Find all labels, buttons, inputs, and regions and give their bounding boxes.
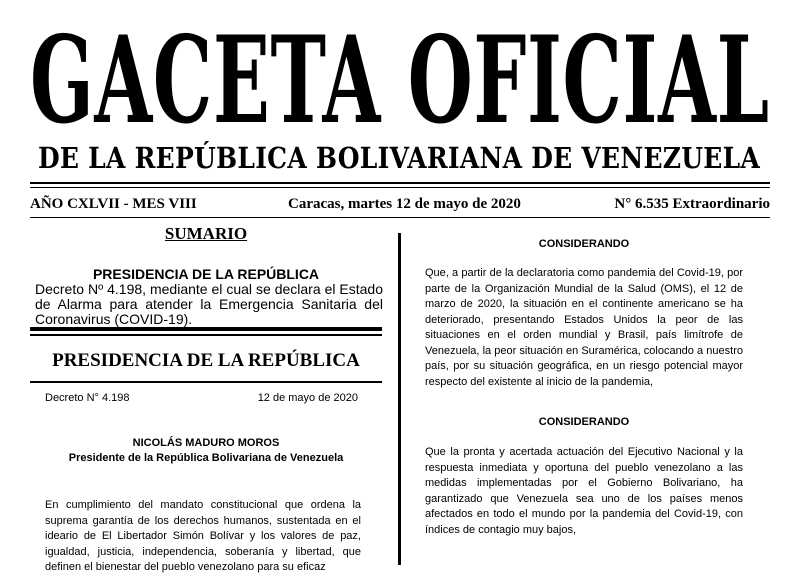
considerando-heading-1: CONSIDERANDO (538, 238, 630, 250)
decree-body-text: En cumplimiento del mandato constitucional que ordena la suprema garantía de los derechos humanos, sustentada en el ideario de El Libertador Simón Bolívar y los valores de paz, igualdad, justicia, independencia, soberanía y libertad, que definen el bienestar del pueblo venezolano para su eficaz (45, 499, 361, 573)
decree-date: 12 de mayo de 2020 (257, 392, 358, 404)
left-column (30, 222, 383, 573)
masthead-rule-bottom (30, 187, 770, 188)
considerando-text-2: Que la pronta y acertada actuación del Ejecutivo Nacional y la respuesta inmediata y oportuna del pueblo venezolano a las medidas implementadas por el Gobierno Bolivariano, ha garantizado que Venezuela sea uno de los países menos afectados en todo el mundo por la pandemia del Covid-19, con índices de contagio muy bajos, (425, 446, 743, 536)
masthead (0, 0, 791, 182)
section-rule-thick (30, 327, 382, 331)
right-column (425, 232, 743, 565)
masthead-rule-top (30, 182, 770, 184)
president-name: NICOLÁS MADURO MOROS (132, 437, 280, 449)
sumario-section: PRESIDENCIA DE LA REPÚBLICA (92, 266, 320, 282)
section-title: PRESIDENCIA DE LA REPÚBLICA (52, 350, 360, 371)
decree-number: Decreto N° 4.198 (45, 392, 130, 404)
column-divider (398, 233, 401, 565)
considerando-heading-2: CONSIDERANDO (538, 416, 630, 428)
president-block (20, 436, 392, 466)
issue-info-rule (30, 217, 770, 218)
gazette-subtitle: DE LA REPÚBLICA BOLIVARIANA DE VENEZUELA (38, 141, 761, 175)
issue-year-month: AÑO CXLVII - MES VIII (30, 196, 197, 212)
sumario-heading: SUMARIO (164, 224, 248, 243)
issue-place-date: Caracas, martes 12 de mayo de 2020 (288, 196, 521, 212)
section-rule-thin (30, 334, 382, 336)
gazette-title: GACETA OFICIAL (30, 8, 770, 151)
president-title: Presidente de la República Bolivariana de Venezuela (68, 452, 344, 464)
sumario-entry: Decreto Nº 4.198, mediante el cual se declara el Estado de Alarma para atender la Emergencia Sanitaria del Coronavirus (COVID-19). (35, 281, 383, 327)
issue-info-bar (30, 196, 770, 216)
considerando-text-1: Que, a partir de la declaratoria como pandemia del Covid-19, por parte de la Organización Mundial de la Salud (OMS), el 12 de marzo de 2020, la situación en el continente americano se ha deteriorado, presentando Estados Unidos la peor de las situaciones en el orden mundial y Brasil, país limítrofe de Venezuela, la peor situación en Suramérica, colocando a nuestro país, por su situación geográfica, en un riesgo potencial mayor respecto del existente al inicio de la pandemia, (425, 267, 743, 388)
section-title-rule (30, 381, 382, 383)
issue-number: N° 6.535 Extraordinario (614, 196, 770, 212)
